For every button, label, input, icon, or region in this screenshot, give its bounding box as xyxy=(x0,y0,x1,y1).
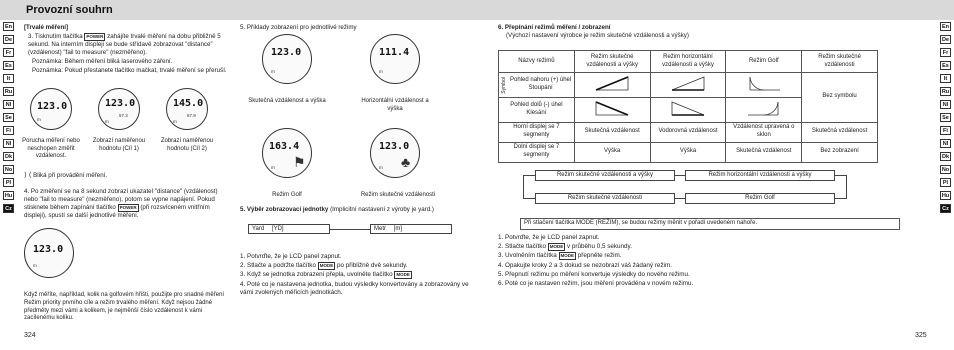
table-cell: Vodorovná vzdálenost xyxy=(650,122,726,142)
golf-text: Když měříte, například, kolik na golfovém hřišti, použijte pro snadné měření Režim priority prvního cíle a režim trvalého měření. Když nejsou žádné předměty mezi vámi a kolikem, je nejměnší číslo vzdálenost k vámi zacílenému kolíku. xyxy=(24,292,225,322)
language-tab-es: Es xyxy=(940,61,951,70)
section-title: [Trvalé měření] xyxy=(24,24,69,31)
display-value: 123.0 xyxy=(379,141,410,152)
language-tab-nl: Nl xyxy=(940,100,951,109)
slope-up-icon xyxy=(592,74,632,92)
step-3 xyxy=(24,33,234,57)
left-column xyxy=(24,24,234,76)
row-up-label: Pohled nahoru (+) úhel Stoupání xyxy=(510,77,572,91)
unit-step-4: 4. Poté co je nastavena jednotka, budou výsledky konvertovány a zobrazovány ve vámi zvolených měřicích jednotkách. xyxy=(240,280,469,296)
table-cell xyxy=(574,73,650,98)
step-3-cont: zahájíte trvalé měření na dobu přibližně 5 sekund. Na interním displeji se bude střídavě zobrazovat "distance" (vzdálenost) "fail to measure" (nezměřeno). xyxy=(28,33,221,57)
unit-step-1: 1. Potvrďte, že je LCD panel zapnut. xyxy=(240,253,342,260)
language-tab-it: It xyxy=(940,74,951,83)
language-tab-cz: Cz xyxy=(3,204,14,213)
page-title: Provozní souhrn xyxy=(26,4,113,16)
unit-title-cont: (Implicitní nastavení z výroby je yard.) xyxy=(330,206,434,213)
display-value: 123.0 xyxy=(33,244,64,255)
flow-mode-true-height: Režim skutečné vzdálenosti a výšky xyxy=(535,170,675,181)
language-tab-no: No xyxy=(4,167,13,173)
display-value: 123.0 xyxy=(271,47,302,58)
golf-flag-icon: ⚑ xyxy=(293,154,306,170)
slope-down-icon xyxy=(592,99,632,117)
display-unit: m xyxy=(173,119,177,124)
table-row xyxy=(499,122,878,142)
caption-target-1: Zobrazí naměřenou hodnotu (Cíl 1) xyxy=(92,138,146,152)
meter-label: Metr xyxy=(374,226,386,232)
display-value: 145.0 xyxy=(173,98,204,109)
language-tab-en: En xyxy=(4,24,13,30)
flow-connector-left xyxy=(523,175,535,199)
unit-section-title xyxy=(240,206,472,214)
note-1: Poznámka: Během měření bliká laserového záření. xyxy=(32,58,173,66)
power-key-icon: POWER xyxy=(86,34,104,40)
mode-step-6: 6. Poté co je nastaven režim, jsou měření prováděna v novém režimu. xyxy=(498,279,694,287)
table-cell: Vzdálenost upravená o sklon xyxy=(726,122,802,142)
power-key-icon: POWER xyxy=(119,205,137,211)
mode-step-2-cont: v průběhu 0,5 sekundy. xyxy=(566,243,632,251)
symbol-label: Symbol xyxy=(501,76,507,94)
language-tab-fr: Fr xyxy=(3,48,14,57)
flow-connector-right xyxy=(835,175,847,199)
page-number-right: 325 xyxy=(915,332,927,339)
language-tab-hu: Hu xyxy=(941,193,950,199)
language-tab-pl: Pl xyxy=(940,178,951,187)
section-subtitle-6: (Výchozí nastavení výrobce je režim skutečné vzdálenosti a výšky) xyxy=(506,32,689,40)
table-cell xyxy=(499,73,575,98)
table-header: Režim Golf xyxy=(726,51,802,73)
display-unit: m xyxy=(379,165,383,170)
slope-down-horizontal-icon xyxy=(668,99,708,117)
lcd-display-target-2 xyxy=(166,88,208,130)
tree-icon: ♣ xyxy=(401,154,411,170)
flow-mode-golf: Režim Golf xyxy=(685,193,835,204)
table-cell: Bez zobrazení xyxy=(802,142,878,162)
table-cell: Skutečná vzdálenost xyxy=(574,122,650,142)
table-cell: Dolní displej se 7 segmenty xyxy=(499,142,575,162)
yard-label: Yard xyxy=(252,226,265,232)
unit-arrow xyxy=(330,229,370,230)
table-cell: Výška xyxy=(574,142,650,162)
section-title-6: 6. Přepínání režimů měření / zobrazení xyxy=(498,24,611,31)
language-tab-fi: Fi xyxy=(940,126,951,135)
example-display-4 xyxy=(370,128,420,178)
language-tab-fr: Fr xyxy=(940,48,951,57)
unit-title: 5. Výběr zobrazovací jednotky xyxy=(240,206,329,213)
language-tab-de: De xyxy=(4,37,13,43)
table-cell: Bez symbolu xyxy=(802,73,878,123)
page-number-left: 324 xyxy=(24,332,36,339)
table-cell xyxy=(574,97,650,122)
display-sub: 67.9 xyxy=(187,113,196,118)
unit-step-2-cont: po přibližně dvě sekundy. xyxy=(336,262,408,270)
table-cell: Výška xyxy=(650,142,726,162)
language-tab-se: Se xyxy=(3,113,14,122)
language-tab-en: En xyxy=(941,24,950,30)
caption-example-2: Horizontální vzdálenost a výška xyxy=(361,98,429,112)
table-cell: Pohled dolů (-) úhel Klesání xyxy=(499,97,575,122)
language-tab-se: Se xyxy=(940,113,951,122)
language-tab-fi: Fi xyxy=(3,126,14,135)
example-display-1 xyxy=(262,34,312,84)
mode-step-2-text: 2. Stlačte tlačítko xyxy=(498,243,546,251)
table-cell xyxy=(650,97,726,122)
mode-step-3-text: 3. Uvolněním tlačítka xyxy=(498,252,557,260)
display-value: 123.0 xyxy=(105,98,136,109)
display-value: 163.4 xyxy=(269,141,300,152)
mode-steps xyxy=(498,234,898,289)
flow-arrow xyxy=(675,198,685,199)
lcd-display-target-1 xyxy=(98,88,140,130)
mode-key-icon: MODE xyxy=(560,253,575,259)
language-tab-dk: Dk xyxy=(941,154,950,160)
language-tab-pl: Pl xyxy=(3,178,14,187)
mode-key-icon: MODE xyxy=(319,263,334,269)
flow-arrow xyxy=(675,175,685,176)
mode-step-2 xyxy=(498,243,898,251)
display-unit: m xyxy=(379,69,383,74)
mode-step-1: 1. Potvrďte, že je LCD panel zapnut. xyxy=(498,234,600,241)
display-value: 123.0 xyxy=(37,101,68,112)
language-tabs-left xyxy=(3,22,15,217)
table-header: Režim skutečné vzdálenosti xyxy=(802,51,878,73)
header-bar xyxy=(0,0,954,20)
yard-option xyxy=(248,224,330,234)
table-cell xyxy=(726,97,802,122)
step-4-cont: (při rozsvíceném vnitřním displeji), spustí se další jednotlivé měření. xyxy=(24,204,210,220)
example-display-2 xyxy=(370,34,420,84)
language-tabs-right xyxy=(940,22,952,217)
display-value: 111.4 xyxy=(379,47,410,58)
language-tab-it: It xyxy=(3,74,14,83)
table-row xyxy=(499,73,878,98)
meter-option xyxy=(370,224,452,234)
step-4 xyxy=(24,188,229,220)
table-header: Režim skutečné vzdálenosti a výšky xyxy=(574,51,650,73)
example-display-3 xyxy=(262,128,312,178)
display-unit: m xyxy=(33,263,37,268)
language-tab-no: No xyxy=(941,167,950,173)
language-tab-ru: Ru xyxy=(4,89,13,95)
flow-mode-true-distance: Režim skutečné vzdálenosti xyxy=(535,193,675,204)
caption-example-1: Skutečná vzdálenost a výška xyxy=(248,98,326,104)
mode-step-4: 4. Opakujte kroky 2 a 3 dokud se nezobrazí váš žádaný režim. xyxy=(498,261,672,269)
display-sub: 57.3 xyxy=(119,113,128,118)
table-cell xyxy=(650,73,726,98)
language-tab-nl: Nl xyxy=(3,139,14,148)
lcd-display-fail xyxy=(30,88,72,130)
language-tab-de: De xyxy=(941,37,950,43)
caption-example-3: Režim Golf xyxy=(272,192,302,198)
language-tab-es: Es xyxy=(3,61,14,70)
slope-up-horizontal-icon xyxy=(668,74,708,92)
language-tab-nl: Nl xyxy=(940,139,951,148)
slope-up-golf-icon xyxy=(744,74,784,92)
mode-step-5: 5. Přepnutí režimu po měření konvertuje výsledky do nového režimu. xyxy=(498,270,690,278)
note-2: Poznámka: Pokud přestanete tlačítko mačkat, trvalé měření se přeruší. xyxy=(32,67,227,75)
unit-step-2 xyxy=(240,262,476,270)
blink-icon: ⟩ ⟨ xyxy=(24,172,32,179)
flow-mode-horizontal-height: Režim horizontální vzdálenosti a výšky xyxy=(685,170,835,181)
display-unit: m xyxy=(271,69,275,74)
right-header xyxy=(498,24,918,40)
display-unit: m xyxy=(271,165,275,170)
table-header: Režim horizontální vzdálenosti a výšky xyxy=(650,51,726,73)
examples-title: 5. Příklady zobrazení pro jednotlivé režimy xyxy=(240,24,357,31)
language-tab-dk: Dk xyxy=(4,154,13,160)
table-row xyxy=(499,51,878,73)
step-3-text: 3. Tisknutím tlačítka xyxy=(28,33,83,41)
step-4-text: 4. Po změření se na 8 sekund zobrazí ukazatel "distance" (vzdálenost) nebo "fail to measure" (nezměřeno), potom se vypne napájení. Pokud stisknete během zapínání tlačítko xyxy=(24,188,218,212)
caption-example-4: Režim skutečné vzdálenosti xyxy=(360,192,436,198)
language-tab-ru: Ru xyxy=(941,89,950,95)
mode-key-icon: MODE xyxy=(549,244,564,250)
yard-symbol: [YD] xyxy=(271,226,284,232)
language-tab-cz: Cz xyxy=(940,204,951,213)
table-header: Názvy režimů xyxy=(499,51,575,73)
unit-steps xyxy=(240,253,476,298)
table-cell xyxy=(726,73,802,98)
lcd-display-bottom xyxy=(24,228,74,278)
slope-down-golf-icon xyxy=(744,99,784,117)
language-tab-hu: Hu xyxy=(4,193,13,199)
display-unit: m xyxy=(37,117,41,122)
blink-note-text: Bliká při provádění měření. xyxy=(33,172,108,179)
mode-step-3 xyxy=(498,252,898,260)
table-cell: Skutečná vzdálenost xyxy=(726,142,802,162)
blink-note xyxy=(24,171,107,180)
unit-step-3 xyxy=(240,271,476,279)
table-cell: Skutečná vzdálenost xyxy=(802,122,878,142)
language-tab-nl: Nl xyxy=(3,100,14,109)
modes-table xyxy=(498,50,878,163)
caption-target-2: Zobrazí naměřenou hodnotu (Cíl 2) xyxy=(160,138,214,152)
display-unit: m xyxy=(105,119,109,124)
mode-key-icon: MODE xyxy=(396,272,410,278)
table-cell: Horní displej se 7 segmenty xyxy=(499,122,575,142)
meter-symbol: [m] xyxy=(393,226,403,232)
caption-fail: Porucha měření nebo neschopen změřit vzdálenost. xyxy=(22,138,80,159)
unit-step-3-text: 3. Když se jednotka zobrazení přepla, uvolněte tlačítko xyxy=(240,271,393,279)
mode-step-3-cont: přepněte režim. xyxy=(577,252,622,260)
unit-step-2-text: 2. Stlačte a podržte tlačítko xyxy=(240,262,316,270)
table-row xyxy=(499,142,878,162)
mode-note: Při stlačení tlačítka MODE (REŽIM), se budou režimy měnit v pořadí uvedeném nahoře. xyxy=(520,218,900,230)
